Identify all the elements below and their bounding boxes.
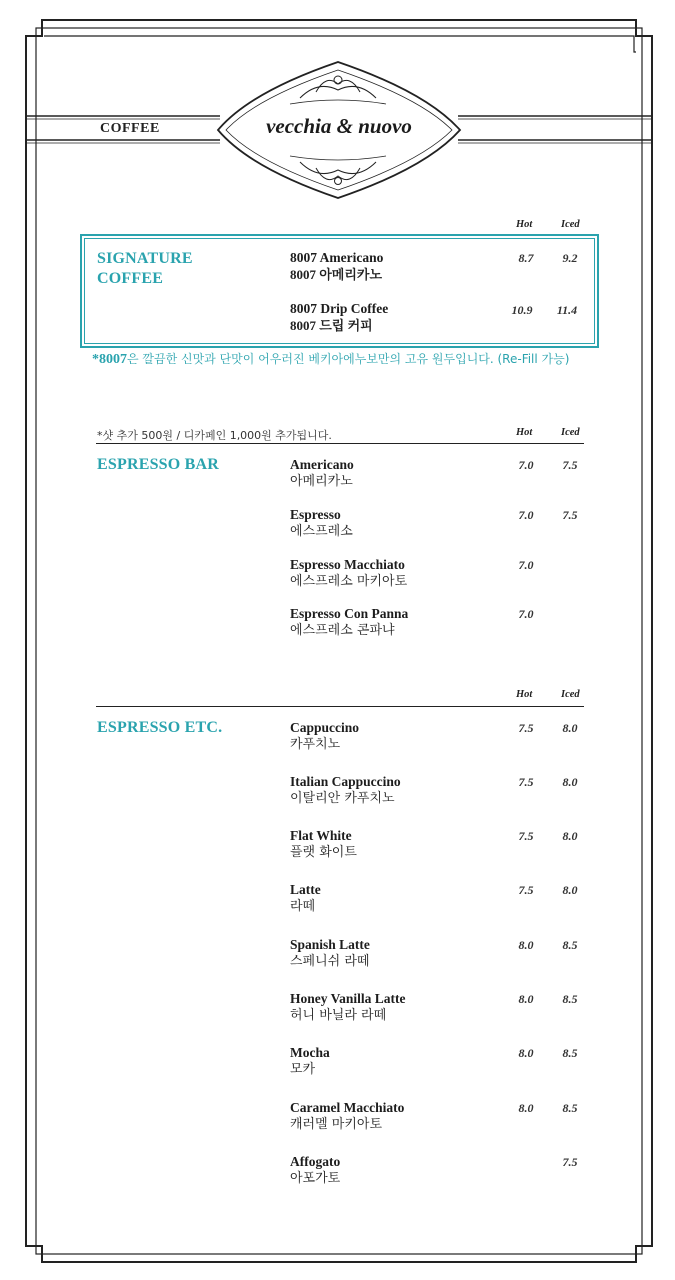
price-hot: 8.0 [518, 992, 534, 1006]
price-hot: 7.5 [518, 883, 534, 897]
menu-item [290, 249, 500, 284]
price-iced: 7.5 [562, 458, 578, 472]
price-hot: 8.0 [518, 1101, 534, 1115]
signature-title [97, 249, 193, 289]
item-name-ko: 에스프레소 콘파냐 [290, 623, 395, 638]
item-name-en: Affogato [290, 1154, 341, 1169]
category-title: COFFEE [100, 121, 160, 136]
item-name-en: Espresso [290, 507, 341, 522]
item-name-ko: 라떼 [290, 899, 316, 914]
price-iced: 8.5 [562, 1046, 578, 1060]
item-name-ko: 모카 [290, 1062, 316, 1077]
item-name-ko: 아메리카노 [290, 474, 353, 489]
price-hot: 10.9 [511, 303, 533, 317]
item-name-ko: 에스프레소 [290, 524, 353, 539]
menu-item [290, 1153, 500, 1188]
brand-logo-text: vecchia & nuovo [266, 114, 412, 138]
menu-item [290, 773, 500, 808]
column-iced-label: Iced [561, 427, 580, 438]
signature-title-line2: COFFEE [97, 270, 164, 287]
menu-item [290, 605, 500, 640]
price-iced: 8.5 [562, 992, 578, 1006]
price-iced: 8.0 [562, 883, 578, 897]
item-name-en: Espresso Con Panna [290, 606, 409, 621]
price-iced: 8.5 [562, 1101, 578, 1115]
item-name-en: 8007 Drip Coffee [290, 301, 389, 316]
espresso-etc-title: ESPRESSO ETC. [97, 719, 223, 736]
section-divider [96, 706, 584, 707]
price-iced: 9.2 [562, 251, 578, 265]
price-iced: 8.0 [562, 775, 578, 789]
price-hot: 7.0 [518, 458, 534, 472]
signature-title-line1: SIGNATURE [97, 250, 193, 267]
price-hot: 7.5 [518, 721, 534, 735]
section-divider [96, 443, 584, 444]
price-iced: 7.5 [562, 1155, 578, 1169]
item-name-ko: 에스프레소 마키아토 [290, 574, 408, 589]
item-name-en: Espresso Macchiato [290, 557, 405, 572]
item-name-en: Latte [290, 882, 321, 897]
item-name-ko: 이탈리안 카푸치노 [290, 791, 395, 806]
price-hot: 7.0 [518, 508, 534, 522]
item-name-en: Cappuccino [290, 720, 360, 735]
price-hot: 7.0 [518, 607, 534, 621]
menu-item [290, 300, 500, 335]
item-name-ko: 8007 아메리카노 [290, 267, 383, 282]
price-iced: 8.0 [562, 721, 578, 735]
item-name-en: Italian Cappuccino [290, 774, 401, 789]
item-name-ko: 스페니쉬 라떼 [290, 954, 370, 969]
column-iced-label: Iced [561, 689, 580, 700]
column-hot-label: Hot [516, 689, 533, 700]
price-iced: 11.4 [556, 303, 578, 317]
menu-item [290, 1099, 500, 1134]
price-iced: 7.5 [562, 508, 578, 522]
column-hot-label: Hot [516, 427, 533, 438]
menu-item [290, 990, 500, 1025]
signature-note [92, 350, 569, 368]
item-name-ko: 아포가토 [290, 1171, 341, 1186]
menu-item [290, 456, 500, 491]
item-name-en: Honey Vanilla Latte [290, 991, 406, 1006]
menu-item [290, 881, 500, 916]
menu-item [290, 506, 500, 541]
item-name-ko: 허니 바닐라 라떼 [290, 1008, 387, 1023]
signature-note-bold: *8007 [92, 352, 127, 367]
item-name-en: Flat White [290, 828, 352, 843]
item-name-en: Spanish Latte [290, 937, 370, 952]
item-name-en: 8007 Americano [290, 250, 384, 265]
item-name-en: Caramel Macchiato [290, 1100, 405, 1115]
price-iced: 8.0 [562, 829, 578, 843]
price-hot: 8.0 [518, 1046, 534, 1060]
item-name-ko: 카푸치노 [290, 737, 341, 752]
item-name-en: Mocha [290, 1045, 330, 1060]
price-iced: 8.5 [562, 938, 578, 952]
item-name-en: Americano [290, 457, 354, 472]
menu-item [290, 556, 500, 591]
signature-note-text: 은 깔끔한 신맛과 단맛이 어우러진 베키아에누보만의 고유 원두입니다. (Re-Fill 가능) [127, 352, 570, 366]
menu-item [290, 936, 500, 971]
price-hot: 7.5 [518, 775, 534, 789]
column-hot-label: Hot [516, 219, 533, 230]
price-hot: 8.7 [518, 251, 534, 265]
price-hot: 7.0 [518, 558, 534, 572]
menu-item [290, 719, 500, 754]
price-hot: 8.0 [518, 938, 534, 952]
shot-note: *샷 추가 500원 / 디카페인 1,000원 추가됩니다. [97, 429, 332, 442]
menu-item [290, 1044, 500, 1079]
item-name-ko: 8007 드립 커피 [290, 318, 373, 333]
espresso-bar-title: ESPRESSO BAR [97, 456, 219, 473]
item-name-ko: 캐러멜 마키아토 [290, 1117, 383, 1132]
column-iced-label: Iced [561, 219, 580, 230]
menu-item [290, 827, 500, 862]
item-name-ko: 플랫 화이트 [290, 845, 357, 860]
price-hot: 7.5 [518, 829, 534, 843]
